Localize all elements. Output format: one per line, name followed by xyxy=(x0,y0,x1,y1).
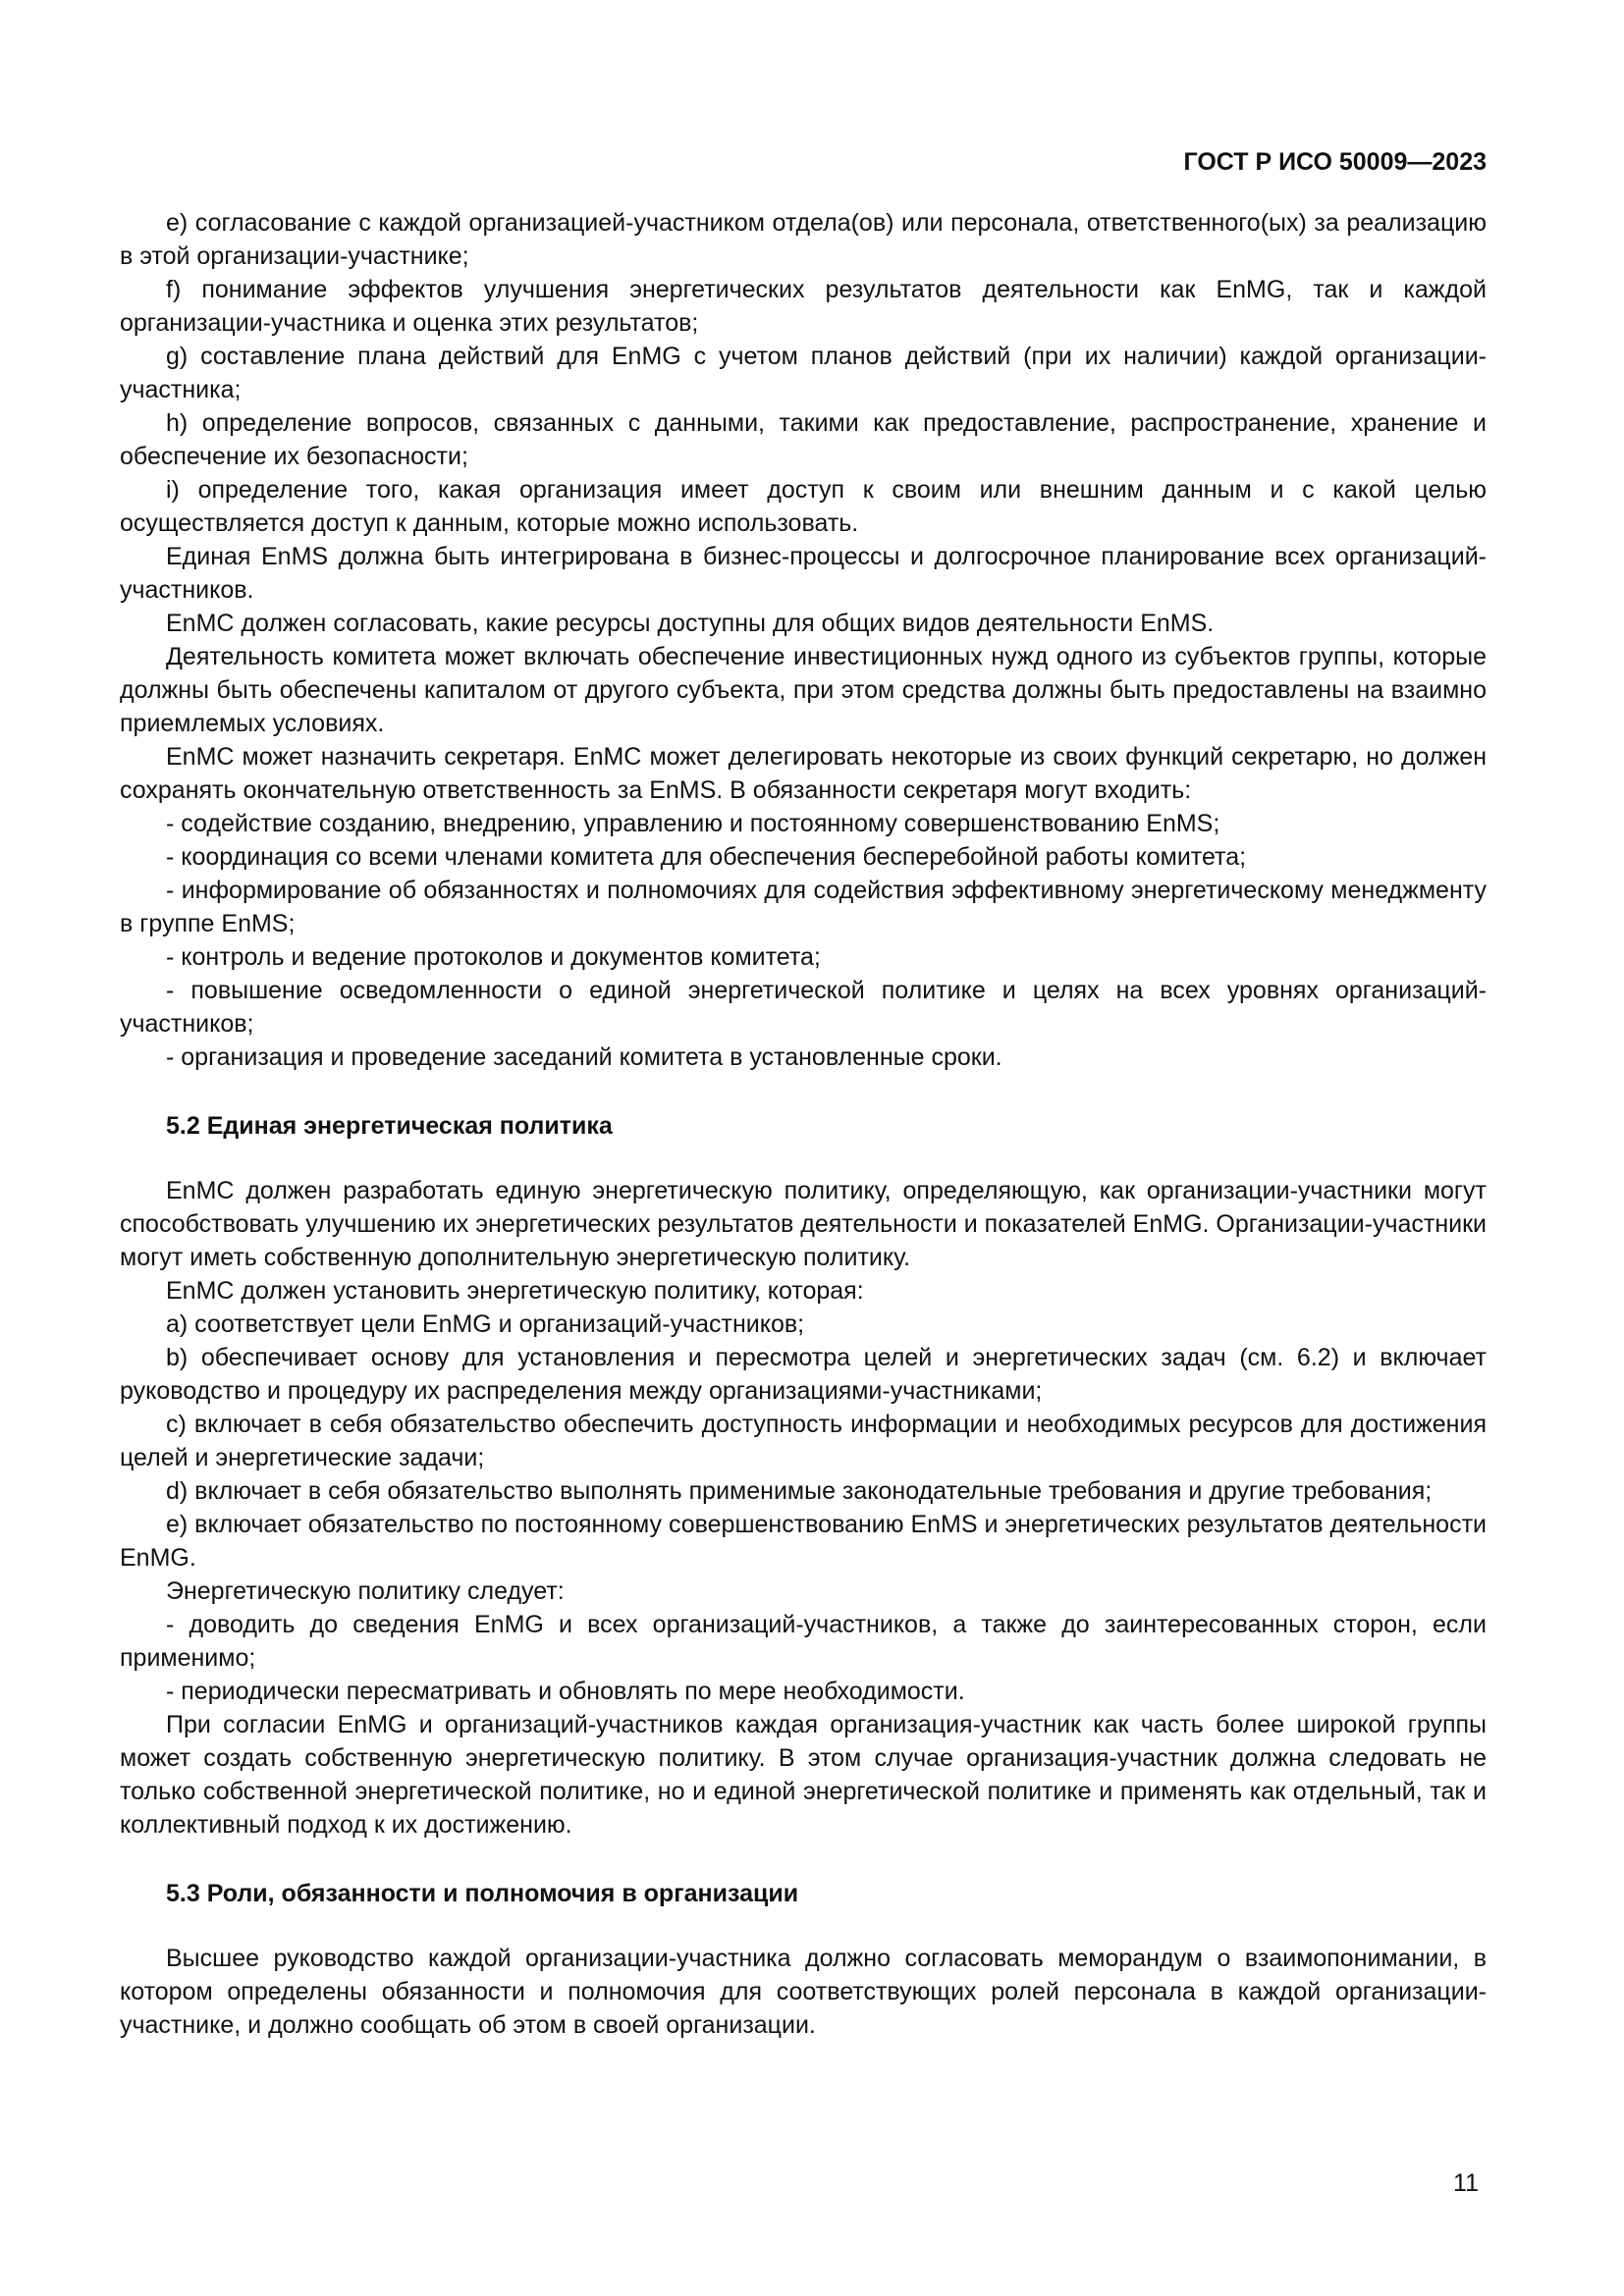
paragraph: EnMC должен разработать единую энергетическую политику, определяющую, как организации-участники могут способствовать улучшению их энергетических результатов деятельности и показателей EnMG. Организации-участники могут иметь собственную дополнительную энергетическую политику. xyxy=(120,1177,1487,1271)
paragraph: Деятельность комитета может включать обеспечение инвестиционных нужд одного из субъектов группы, которые должны быть обеспечены капиталом от другого субъекта, при этом средства должны быть предоставлены на взаимно приемлемых условиях. xyxy=(120,643,1487,737)
paragraph: - периодически пересматривать и обновлять по мере необходимости. xyxy=(166,1678,965,1705)
paragraph: EnMC должен согласовать, какие ресурсы доступны для общих видов деятельности EnMS. xyxy=(166,610,1215,637)
paragraph: e) включает обязательство по постоянному совершенствованию EnMS и энергетических результатов деятельности EnMG. xyxy=(120,1511,1487,1572)
paragraph: a) соответствует цели EnMG и организаций-участников; xyxy=(166,1310,805,1338)
paragraph: EnMC должен установить энергетическую политику, которая: xyxy=(166,1277,864,1305)
paragraph: EnMC может назначить секретаря. EnMC может делегировать некоторые из своих функций секретарю, но должен сохранять окончательную ответственность за EnMS. В обязанности секретаря могут входить: xyxy=(120,743,1487,804)
document-code-header: ГОСТ Р ИСО 50009—2023 xyxy=(1183,148,1487,176)
paragraph: Высшее руководство каждой организации-участника должно согласовать меморандум о взаимопонимании, в котором определены обязанности и полномочия для соответствующих ролей персонала в каждой организации-участнике, и должно сообщать об этом в своей организации. xyxy=(120,1945,1487,2039)
paragraph: - содействие созданию, внедрению, управлению и постоянному совершенствованию EnMS; xyxy=(166,810,1220,837)
paragraph: b) обеспечивает основу для установления и пересмотра целей и энергетических задач (см. 6.2) и включает руководство и процедуру их распределения между организациями-участниками; xyxy=(120,1344,1487,1405)
paragraph: - повышение осведомленности о единой энергетической политике и целях на всех уровнях организаций-участников; xyxy=(120,977,1487,1038)
paragraph: - организация и проведение заседаний комитета в установленные сроки. xyxy=(166,1043,1002,1071)
paragraph: g) составление плана действий для EnMG с учетом планов действий (при их наличии) каждой организации-участника; xyxy=(120,343,1487,403)
paragraph: d) включает в себя обязательство выполнять применимые законодательные требования и другие требования; xyxy=(166,1477,1433,1505)
paragraph: f) понимание эффектов улучшения энергетических результатов деятельности как EnMG, так и каждой организации-участника и оценка этих результатов; xyxy=(120,276,1487,337)
paragraph: c) включает в себя обязательство обеспечить доступность информации и необходимых ресурсов для достижения целей и энергетические задачи; xyxy=(120,1411,1487,1471)
section-heading: 5.3 Роли, обязанности и полномочия в организации xyxy=(166,1880,799,1907)
paragraph: e) согласование с каждой организацией-участником отдела(ов) или персонала, ответственного(ых) за реализацию в этой организации-участнике; xyxy=(120,209,1487,270)
document-body xyxy=(120,206,1487,2042)
paragraph: Энергетическую политику следует: xyxy=(166,1577,565,1605)
paragraph: - доводить до сведения EnMG и всех организаций-участников, а также до заинтересованных сторон, если применимо; xyxy=(120,1611,1487,1672)
paragraph: h) определение вопросов, связанных с данными, такими как предоставление, распространение, хранение и обеспечение их безопасности; xyxy=(120,409,1487,470)
paragraph: - контроль и ведение протоколов и документов комитета; xyxy=(166,943,821,971)
section-heading: 5.2 Единая энергетическая политика xyxy=(166,1112,613,1140)
paragraph: Единая EnMS должна быть интегрирована в бизнес-процессы и долгосрочное планирование всех организаций-участников. xyxy=(120,543,1487,604)
paragraph: При согласии EnMG и организаций-участников каждая организация-участник как часть более широкой группы может создать собственную энергетическую политику. В этом случае организация-участник должна следовать не только собственной энергетической политике, но и единой энергетической политике и применять как отдельный, так и коллективный подход к их достижению. xyxy=(120,1711,1487,1839)
paragraph: i) определение того, какая организация имеет доступ к своим или внешним данным и с какой целью осуществляется доступ к данным, которые можно использовать. xyxy=(120,476,1487,537)
paragraph: - координация со всеми членами комитета для обеспечения бесперебойной работы комитета; xyxy=(166,843,1247,871)
paragraph: - информирование об обязанностях и полномочиях для содействия эффективному энергетическому менеджменту в группе EnMS; xyxy=(120,877,1487,937)
page-number: 11 xyxy=(1453,2169,1479,2197)
